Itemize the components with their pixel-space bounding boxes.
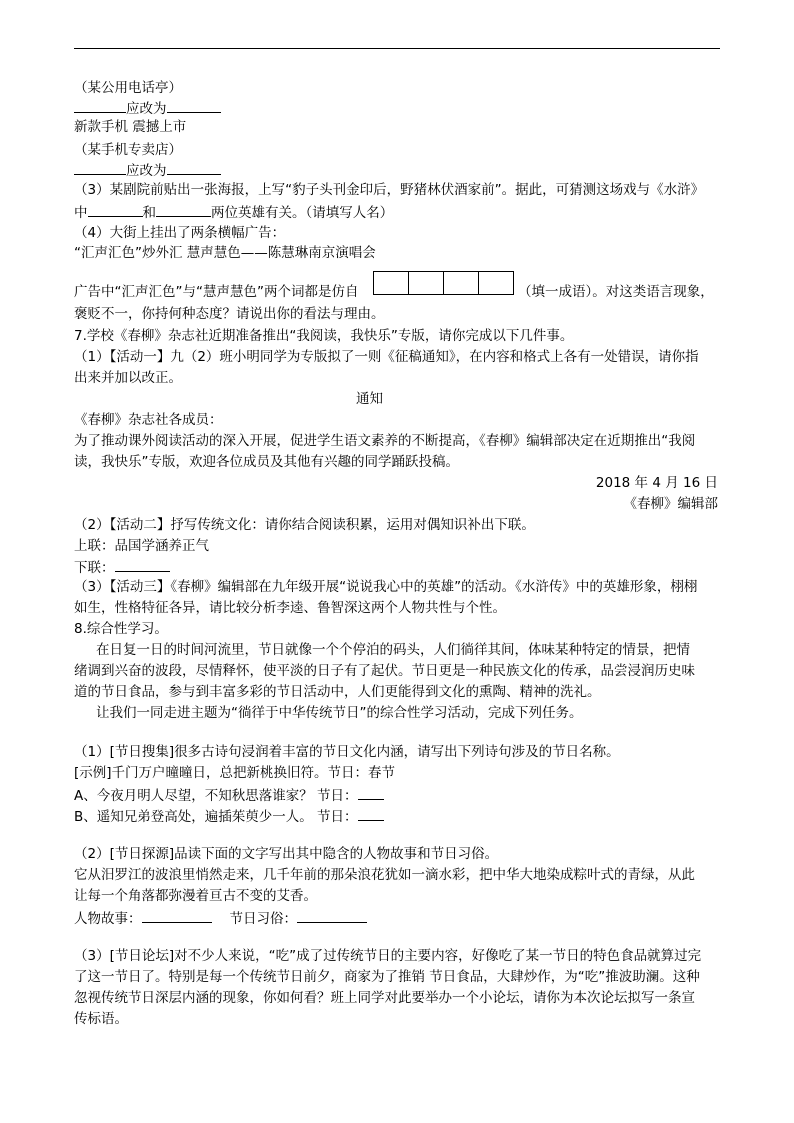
fill-in-line [74,785,384,805]
answer-box[interactable] [408,271,444,295]
text-fragment: B、遥知兄弟登高处，遍插茱萸少一人。 节日： [74,809,358,825]
text-line: “汇声汇色”炒外汇 慧声慧色——陈慧琳南京演唱会 [74,245,376,261]
notice-title: 通知 [356,391,383,407]
blank[interactable] [88,202,143,217]
text-line: 绪调到兴奋的波段，尽情释怀，使平淡的日子有了起伏。节日更是一种民族文化的传承，品尝浸润历史味 [74,663,695,679]
text-line: 7.学校《春柳》杂志社近期准备推出“我阅读，我快乐”专版，请你完成以下几件事。 [74,328,574,344]
text-line: 道的节日食品，参与到丰富多彩的节日活动中，人们更能得到文化的熏陶、精神的洗礼。 [74,684,601,700]
text-fragment: 应改为 [126,101,167,117]
blank[interactable] [297,908,367,923]
text-line: 广告中“汇声汇色”与“慧声慧色”两个词都是仿自 [74,284,359,300]
text-fragment: 节日习俗： [229,911,297,927]
blank[interactable] [167,160,221,175]
text-line: 褒贬不一，你持何种态度？请说出你的看法与理由。 [74,306,385,322]
text-line: 传标语。 [74,1011,128,1027]
text-line: （4）大街上挂出了两条横幅广告： [74,225,286,241]
fill-in-line [74,557,170,577]
text-line: （2）[节日探源]品读下面的文字写出其中隐含的人物故事和节日习俗。 [74,846,499,862]
fill-in-line [74,98,221,118]
text-line: （某手机专卖店） [74,142,182,158]
text-fragment: 两位英雄有关。（请填写人名） [211,205,394,221]
text-line: 它从汨罗江的波浪里悄然走来，几千年前的那朵浪花犹如一滴水彩，把中华大地染成粽叶式的青绿，从此 [74,867,695,883]
text-line: （2）【活动二】抒写传统文化：请你结合阅读积累，运用对偶知识补出下联。 [74,517,535,533]
text-line: 出来并加以改正。 [74,370,182,386]
text-fragment: 应改为 [126,163,167,179]
text-line: 让我们一同走进主题为“徜徉于中华传统节日”的综合性学习活动，完成下列任务。 [96,705,583,721]
text-line: （1）【活动一】九（2）班小明同学为专版拟了一则《征稿通知》，在内容和格式上各有一处错误，请你指 [74,349,699,365]
text-fragment: 人物故事： [74,911,142,927]
text-line: 新款手机 震撼上市 [74,119,187,135]
fill-in-line [74,202,393,222]
blank[interactable] [167,98,221,113]
text-line: 为了推动课外阅读活动的深入开展，促进学生语文素养的不断提高，《春柳》编辑部决定在近期推出“我阅 [74,433,696,449]
text-line: 在日复一日的时间河流里，节日就像一个个停泊的码头，人们徜徉其间，体味某种特定的情景，把情 [96,642,690,658]
text-fragment: 和 [142,205,156,221]
text-line: 忽视传统节日深层内涵的现象，你如何看？班上同学对此要举办一个小论坛，请你为本次论坛拟写一条宣 [74,990,695,1006]
text-line: （某公用电话亭） [74,80,182,96]
answer-box[interactable] [373,271,409,295]
fill-in-line [74,806,384,826]
text-fragment: A、今夜月明人尽望，不知秋思落谁家？ 节日： [74,788,358,804]
blank[interactable] [358,806,384,821]
answer-boxes[interactable] [373,271,514,295]
fill-in-line [74,160,221,180]
text-line: [示例]千门万户曈曈日，总把新桃换旧符。节日：春节 [74,765,396,781]
answer-box[interactable] [478,271,514,295]
notice-signature: 《春柳》编辑部 [623,496,718,512]
text-line: （3）[节日论坛]对不少人来说，“吃”成了过传统节日的主要内容，好像吃了某一节日的特色食品就算过完 [74,948,702,964]
text-fragment: 中 [74,205,88,221]
blank[interactable] [156,202,211,217]
text-line: （3）【活动三】《春柳》编辑部在九年级开展“说说我心中的英雄”的活动。《水浒传》中的英雄形象，栩栩 [74,579,698,595]
answer-box[interactable] [443,271,479,295]
text-line: 《春柳》杂志社各成员： [74,412,223,428]
text-line: （1）[节日搜集]很多古诗句浸润着丰富的节日文化内涵，请写出下列诗句涉及的节日名称。 [74,744,620,760]
blank[interactable] [142,908,212,923]
text-fragment: 下联： [74,560,115,576]
text-line: （填一成语）。对这类语言现象， [518,284,714,300]
text-line: 上联：品国学涵养正气 [74,538,209,554]
text-line: 8.综合性学习。 [74,621,168,637]
text-line: （3）某剧院前贴出一张海报，上写“豹子头刊金印后，野猪林伏酒家前”。据此，可猜测这场戏与《水浒》 [74,182,705,198]
blank[interactable] [74,160,126,175]
blank[interactable] [74,98,126,113]
text-line: 了这一节日了。特别是每一个传统节日前夕，商家为了推销 节日食品，大肆炒作，为“吃”推波助澜。这种 [74,969,700,985]
notice-date: 2018 年 4 月 16 日 [595,475,718,491]
text-line: 如生，性格特征各异，请比较分析李逵、鲁智深这两个人物共性与个性。 [74,600,506,616]
header-rule [74,48,720,49]
fill-in-line [74,908,367,928]
text-line: 读，我快乐”专版，欢迎各位成员及其他有兴趣的同学踊跃投稿。 [74,454,459,470]
text-line: 让每一个角落都弥漫着亘古不变的艾香。 [74,888,317,904]
blank[interactable] [115,557,170,572]
blank[interactable] [358,785,384,800]
